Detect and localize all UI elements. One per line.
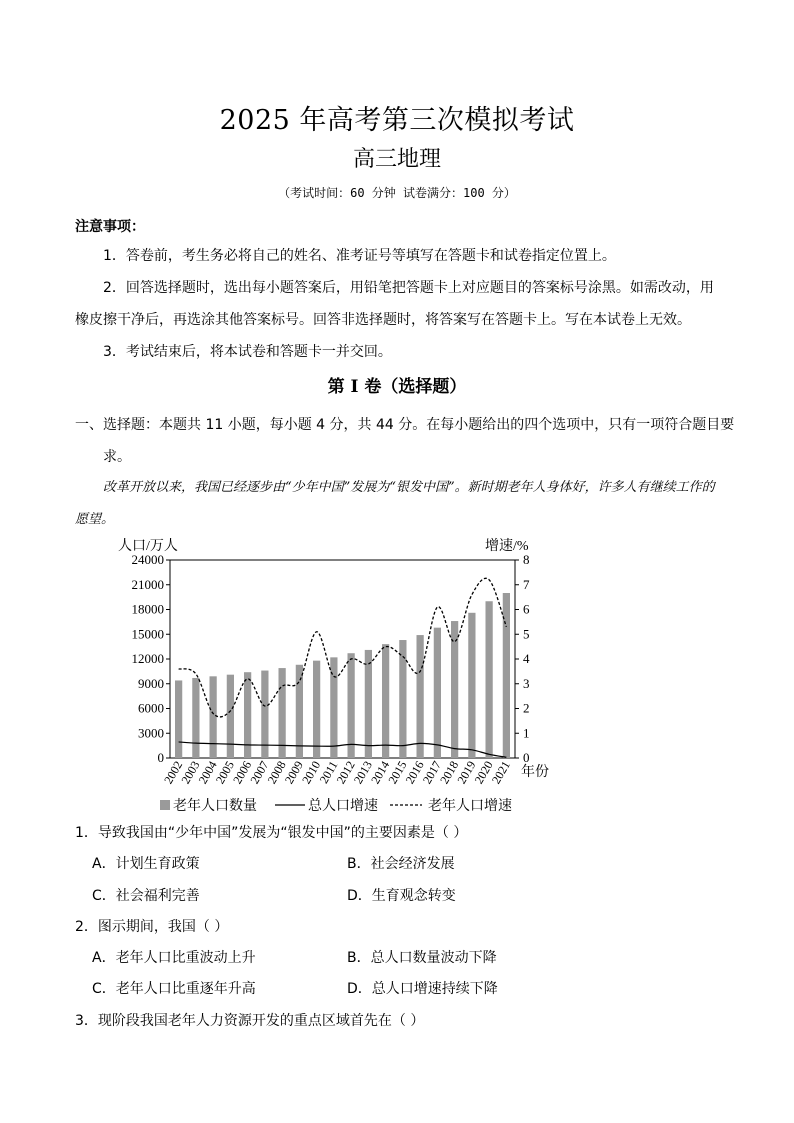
x-tick-label: 2007 <box>247 758 272 787</box>
x-tick-label: 2016 <box>402 758 427 787</box>
x-tick-label: 2021 <box>488 758 513 787</box>
x-tick-label: 2005 <box>212 758 237 787</box>
legend-item-elderly-count: 老年人口数量 <box>173 799 257 814</box>
x-tick-label: 2009 <box>281 758 306 787</box>
left-tick-label: 12000 <box>131 651 164 666</box>
question-1-stem: 1．导致我国由“少年中国”发展为“银发中国”的主要因素是（ ） <box>75 825 468 841</box>
x-tick-label: 2013 <box>350 758 375 787</box>
x-tick-label: 2017 <box>419 758 444 787</box>
x-tick-label: 2015 <box>385 758 410 787</box>
q2-option-b: B．总人口数量波动下降 <box>347 950 497 966</box>
bar-elderly-population <box>348 653 355 758</box>
x-tick-label: 2006 <box>230 758 255 787</box>
bar-elderly-population <box>382 644 389 758</box>
x-tick-label: 2008 <box>264 758 289 787</box>
material-text: 改革开放以来，我国已经逐步由“少年中国”发展为“银发中国”。新时期老年人身体好，许多人有继续工作的愿望。 <box>75 480 715 527</box>
bar-elderly-population <box>279 668 286 758</box>
exam-subtitle: 高三地理 <box>352 147 441 172</box>
right-tick-label: 8 <box>523 552 530 567</box>
x-tick-label: 2014 <box>368 758 393 787</box>
x-tick-label: 2020 <box>471 758 496 787</box>
bar-elderly-population <box>313 661 320 758</box>
right-tick-label: 4 <box>523 651 530 666</box>
right-tick-label: 7 <box>523 576 530 592</box>
x-axis-label: 年份 <box>521 765 549 780</box>
exam-title: 2025 年高考第三次模拟考试 <box>219 105 575 136</box>
section-intro: 一、选择题：本题共 11 小题，每小题 4 分，共 44 分。在每小题给出的四个选项中，只有一项符合题目要求。 <box>75 417 735 465</box>
left-tick-label: 3000 <box>138 725 164 741</box>
bar-elderly-population <box>451 621 458 758</box>
q1-option-c: C．社会福利完善 <box>92 888 200 904</box>
left-tick-label: 21000 <box>131 576 164 592</box>
bar-elderly-population <box>365 650 372 758</box>
population-chart <box>110 530 550 820</box>
notice-item-2: 2．回答选择题时，选出每小题答案后，用铅笔把答题卡上对应题目的答案标号涂黑。如需改动，用橡皮擦干净后，再选涂其他答案标号。回答非选择题时，将答案写在答题卡上。写在本试卷上无效。 <box>75 280 714 328</box>
right-tick-label: 1 <box>523 725 530 741</box>
left-tick-label: 9000 <box>138 675 164 691</box>
x-tick-label: 2002 <box>161 758 186 787</box>
left-axis-label: 人口/万人 <box>118 539 178 554</box>
bar-elderly-population <box>210 676 217 758</box>
right-axis-label: 增速/% <box>485 539 529 554</box>
q2-option-c: C．老年人口比重逐年升高 <box>92 981 256 997</box>
question-3-stem: 3．现阶段我国老年人力资源开发的重点区域首先在（ ） <box>75 1013 425 1029</box>
right-tick-label: 3 <box>523 675 530 691</box>
bar-elderly-population <box>486 601 493 758</box>
right-tick-label: 6 <box>523 601 530 617</box>
left-tick-label: 18000 <box>131 601 164 617</box>
x-tick-label: 2019 <box>454 758 479 787</box>
right-tick-label: 2 <box>523 700 530 716</box>
legend-item-total-growth: 总人口增速 <box>308 799 378 814</box>
question-2-stem: 2．图示期间，我国（ ） <box>75 919 229 935</box>
q1-option-a: A．计划生育政策 <box>92 856 200 872</box>
left-tick-label: 0 <box>157 750 164 765</box>
right-tick-label: 5 <box>523 626 530 642</box>
x-tick-label: 2003 <box>178 758 203 787</box>
notice-heading: 注意事项： <box>75 219 145 235</box>
legend-item-elderly-growth: 老年人口增速 <box>428 799 512 814</box>
left-tick-label: 24000 <box>131 552 164 567</box>
notice-item-1: 1．答卷前，考生务必将自己的姓名、准考证号等填写在答题卡和试卷指定位置上。 <box>103 248 616 264</box>
bar-elderly-population <box>175 680 182 758</box>
q2-option-a: A．老年人口比重波动上升 <box>92 950 256 966</box>
notice-item-3: 3．考试结束后，将本试卷和答题卡一并交回。 <box>103 344 392 360</box>
bar-elderly-population <box>227 675 234 758</box>
bar-elderly-population <box>468 613 475 758</box>
x-tick-label: 2004 <box>195 758 220 787</box>
plot-frame <box>170 560 515 758</box>
x-tick-label: 2011 <box>316 758 341 786</box>
x-tick-label: 2012 <box>333 758 358 787</box>
bar-elderly-population <box>399 640 406 758</box>
bar-elderly-population <box>192 678 199 758</box>
bar-elderly-population <box>434 628 441 758</box>
right-tick-label: 0 <box>523 750 530 765</box>
q1-option-b: B．社会经济发展 <box>347 856 455 872</box>
x-tick-label: 2010 <box>299 758 324 787</box>
q2-option-d: D．总人口增速持续下降 <box>347 981 498 997</box>
section-title: 第 I 卷（选择题） <box>327 377 467 397</box>
q1-option-d: D．生育观念转变 <box>347 888 456 904</box>
left-tick-label: 15000 <box>131 626 164 642</box>
bar-elderly-population <box>417 635 424 758</box>
left-tick-label: 6000 <box>138 700 164 716</box>
exam-info: （考试时间：60 分钟 试卷满分：100 分） <box>278 186 516 200</box>
legend-bar-swatch <box>160 800 170 810</box>
bar-elderly-population <box>296 665 303 758</box>
x-tick-label: 2018 <box>437 758 462 787</box>
